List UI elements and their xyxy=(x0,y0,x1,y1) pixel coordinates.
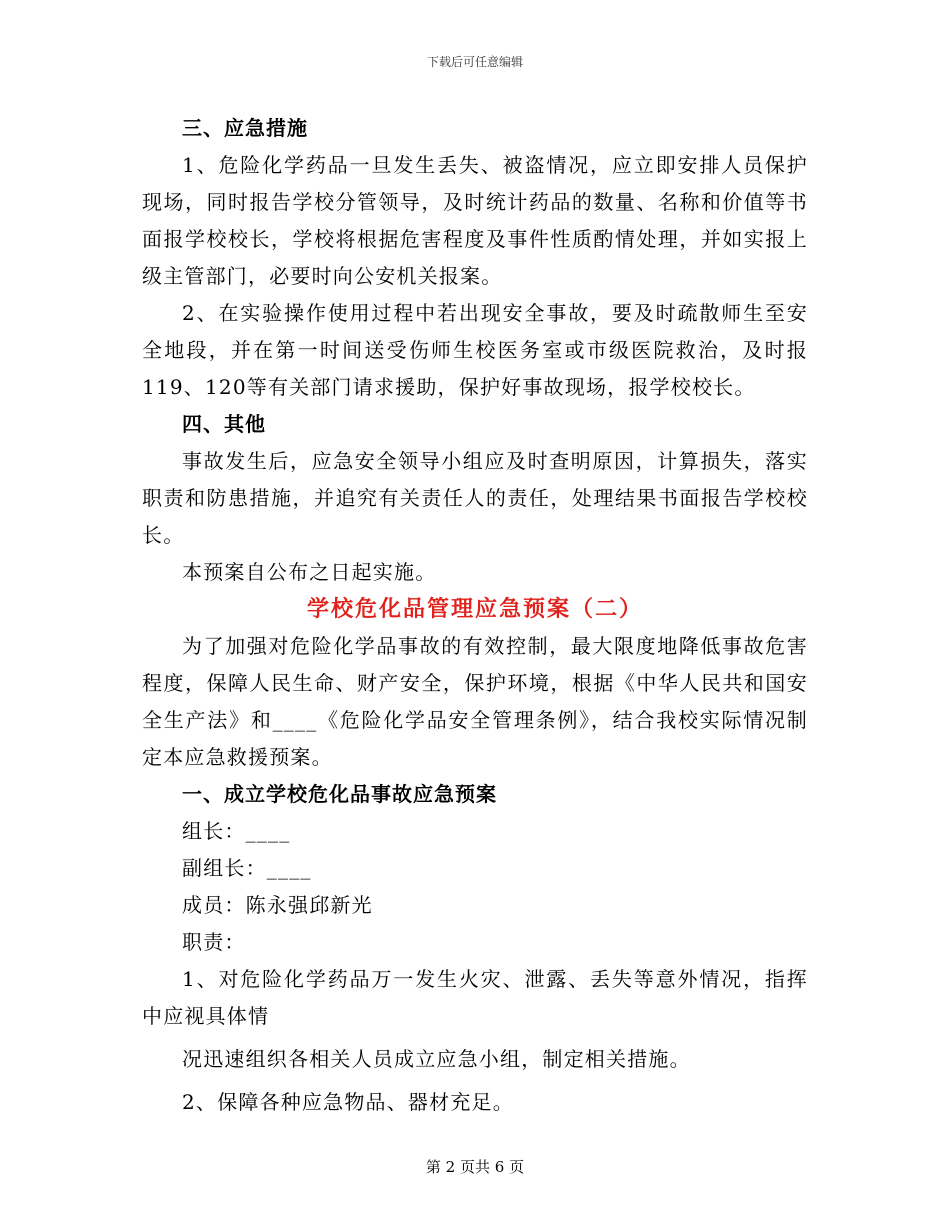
header-note: 下载后可任意编辑 xyxy=(426,55,523,69)
part2-section1-heading: 一、成立学校危化品事故应急预案 xyxy=(182,782,497,806)
duty-1: 1、对危险化学药品万一发生火灾、泄露、丢失等意外情况，指挥中应视具体情 xyxy=(142,967,808,1028)
duties-label: 职责： xyxy=(182,930,246,954)
members-line: 成员：陈永强邱新光 xyxy=(182,893,373,917)
duty-2: 2、保障各种应急物品、器材充足。 xyxy=(182,1090,514,1114)
leader-line: 组长：____ xyxy=(182,819,291,843)
section4-para1: 事故发生后，应急安全领导小组应及时查明原因，计算损失，落实职责和防患措施，并追究有关责任人的责任，处理结果书面报告学校校长。 xyxy=(142,449,808,547)
part2-intro: 为了加强对危险化学品事故的有效控制，最大限度地降低事故危害程度，保障人民生命、财产安全，保护环境，根据《中华人民共和国安全生产法》和____《危险化学品安全管理条例》，结合我校实际情况制定本应急救援预案。 xyxy=(142,634,808,769)
part2-title: 学校危化品管理应急预案（二） xyxy=(306,597,643,622)
section3-item1: 1、危险化学药品一旦发生丢失、被盗情况，应立即安排人员保护现场，同时报告学校分管领导，及时统计药品的数量、名称和价值等书面报学校校长，学校将根据危害程度及事件性质酌情处理，并如实报上级主管部门，必要时向公安机关报案。 xyxy=(142,153,808,288)
page-number: 第 2 页共 6 页 xyxy=(425,1158,525,1176)
document-body xyxy=(142,110,808,1121)
section4-para2: 本预案自公布之日起实施。 xyxy=(182,560,437,584)
section3-heading: 三、应急措施 xyxy=(182,116,308,140)
section3-item2: 2、在实验操作使用过程中若出现安全事故，要及时疏散师生至安全地段，并在第一时间送受伤师生校医务室或市级医院救治，及时报119、120等有关部门请求援助，保护好事故现场，报学校校长。 xyxy=(142,301,808,399)
section4-heading: 四、其他 xyxy=(182,412,266,436)
duty-1-continued: 况迅速组织各相关人员成立应急小组，制定相关措施。 xyxy=(182,1047,691,1071)
deputy-line: 副组长：____ xyxy=(182,856,312,880)
